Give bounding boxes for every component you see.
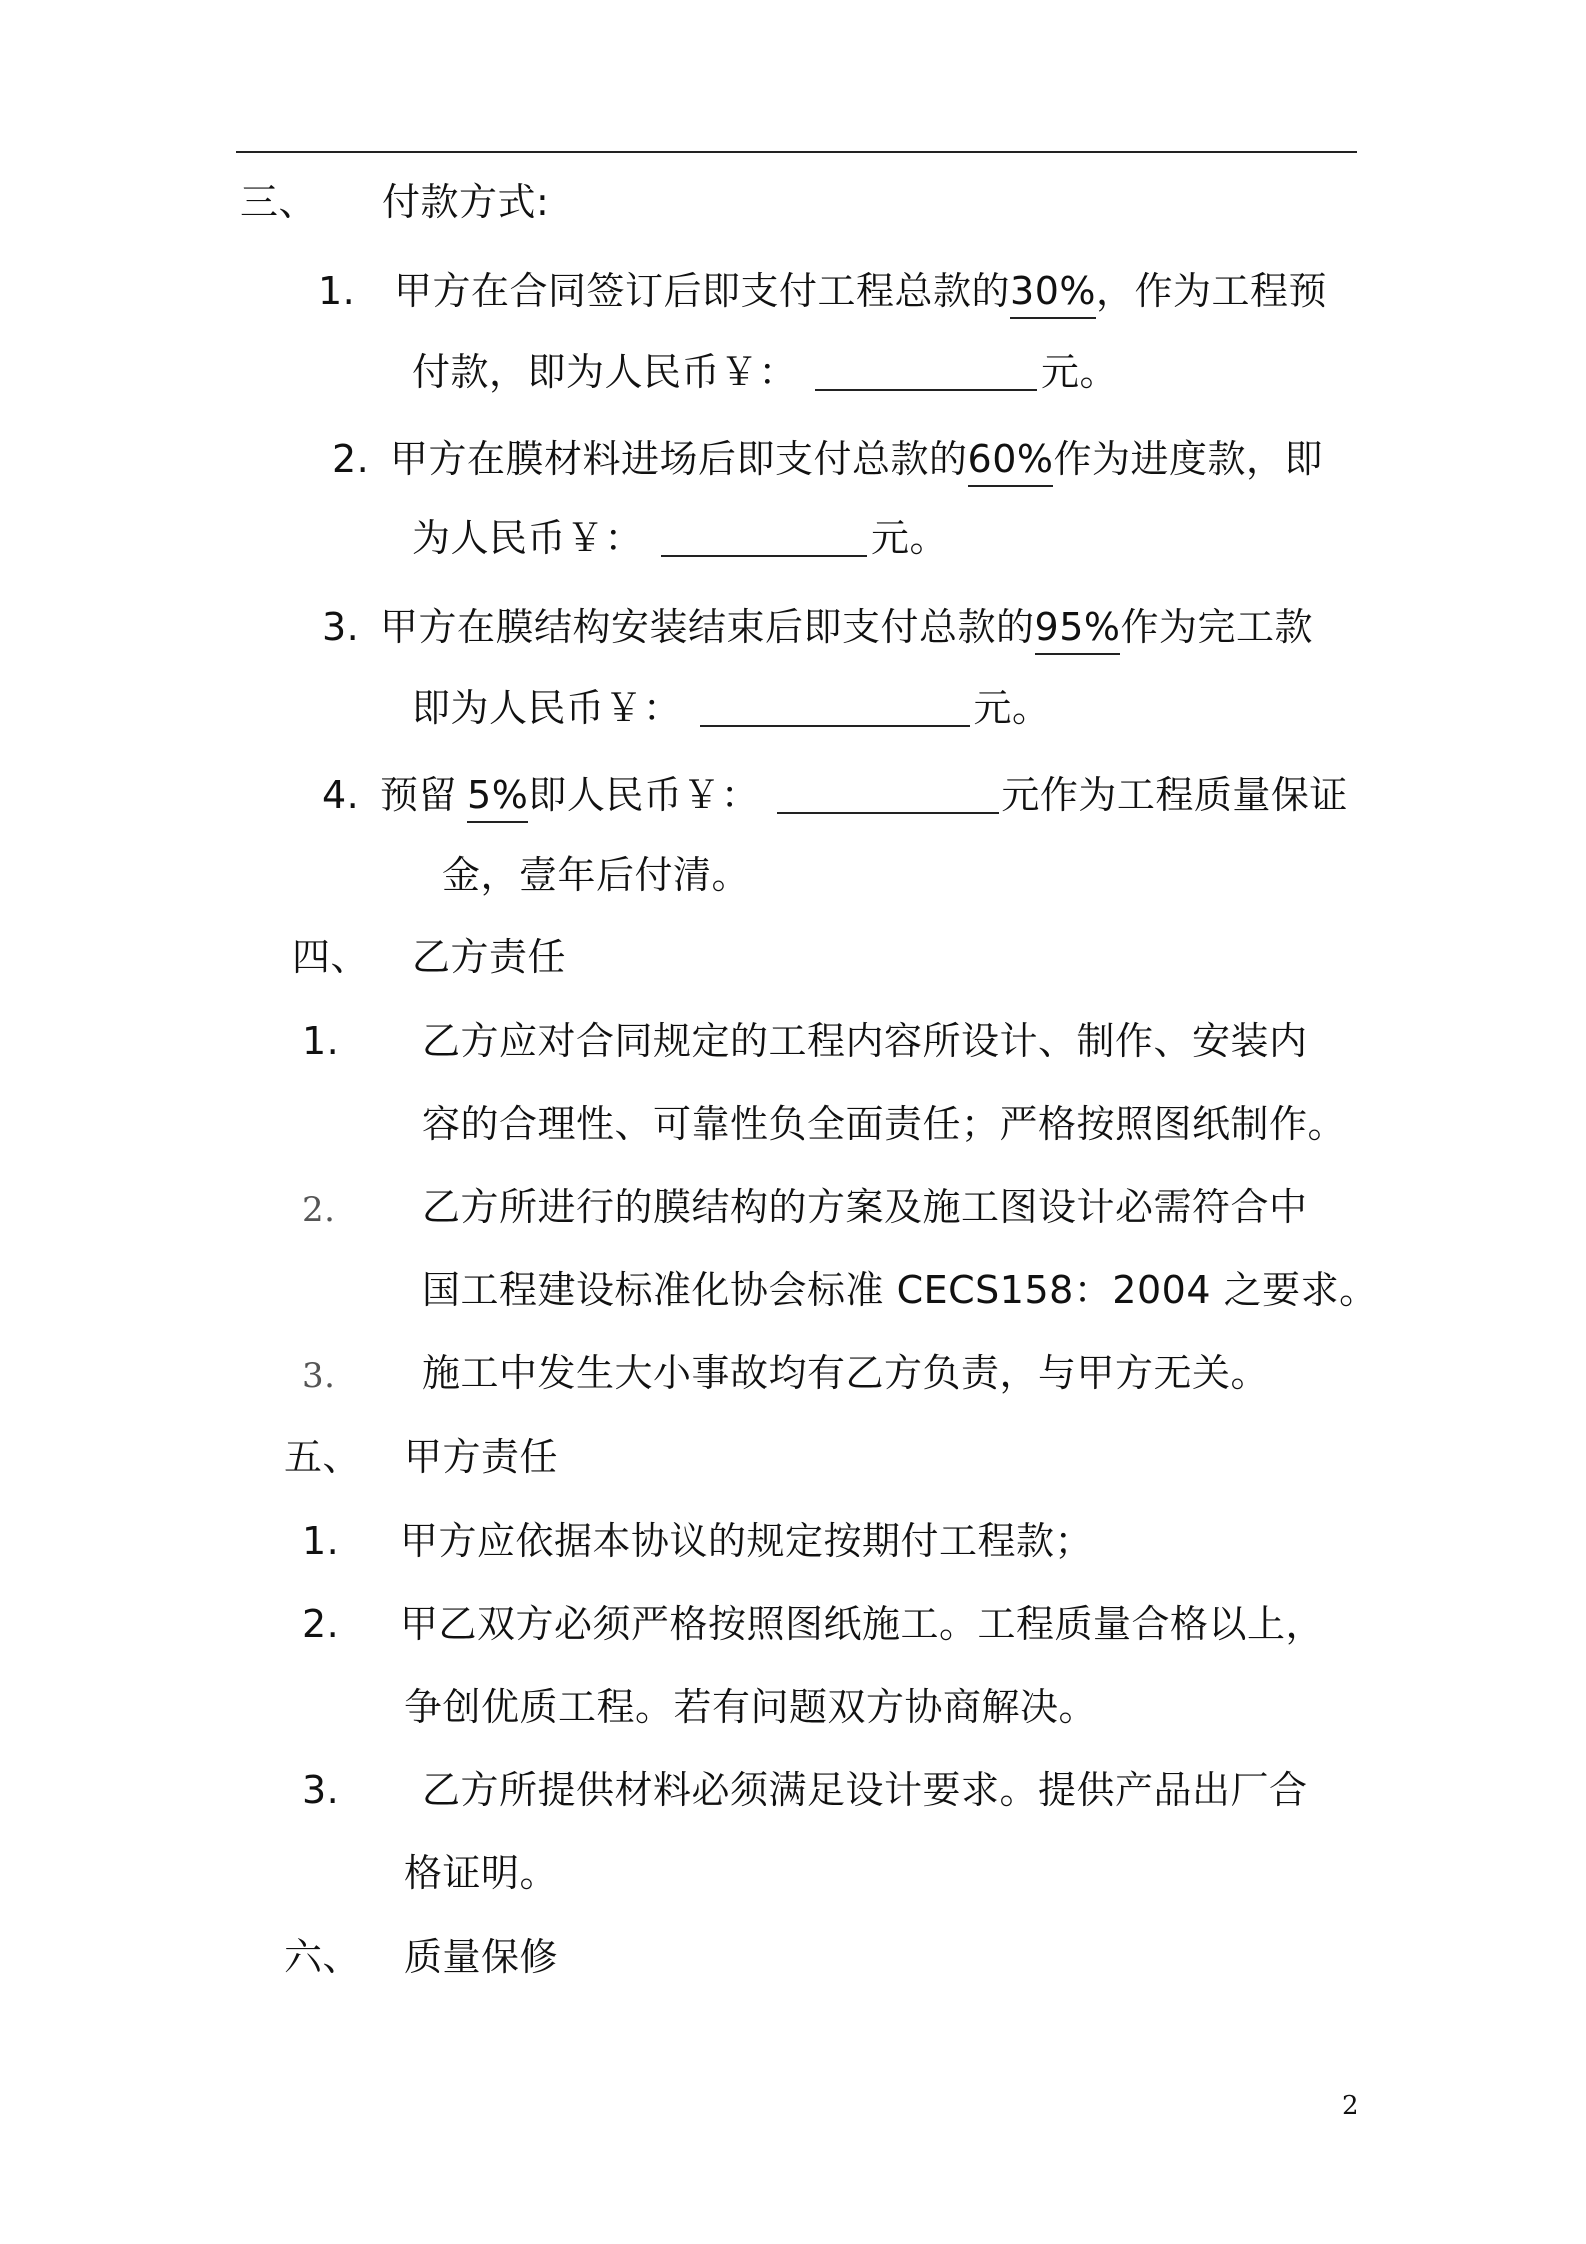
s3-item2-amount-blank[interactable] xyxy=(661,517,867,557)
s3-item4-text-a: 预留 xyxy=(380,773,458,817)
s4-item2-line2: 国工程建设标准化协会标准 CECS158：2004 之要求。 xyxy=(422,1268,1378,1312)
s3-item1-amount-blank[interactable] xyxy=(815,351,1037,391)
s5-item2-line1: 甲乙双方必须严格按照图纸施工。工程质量合格以上， xyxy=(400,1602,1325,1646)
s4-item2-number: 2. xyxy=(302,1190,336,1230)
section5-title: 甲方责任 xyxy=(404,1435,559,1479)
s5-item3-line1: 乙方所提供材料必须满足设计要求。提供产品出厂合 xyxy=(422,1768,1308,1812)
s3-item4-amount-blank[interactable] xyxy=(777,774,999,814)
page-number: 2 xyxy=(1342,2091,1359,2121)
s3-item4-number: 4. xyxy=(322,773,360,817)
s3-item1-line1 xyxy=(394,269,1327,319)
s3-item2-line2 xyxy=(412,516,948,560)
s3-item1-text-b: ，作为工程预 xyxy=(1095,269,1327,313)
s3-item3-number: 3. xyxy=(322,605,360,649)
s3-item1-number: 1. xyxy=(318,269,356,313)
s3-item1-text-a: 甲方在合同签订后即支付工程总款的 xyxy=(394,269,1011,313)
s3-item4-percent: 5% xyxy=(467,773,528,823)
s3-item4-line1 xyxy=(380,773,1348,823)
s3-item4-line2: 金，壹年后付清。 xyxy=(442,853,751,897)
s4-item1-line1: 乙方应对合同规定的工程内容所设计、制作、安装内 xyxy=(422,1019,1308,1063)
section3-title: 付款方式: xyxy=(382,180,550,224)
s4-item2-line1: 乙方所进行的膜结构的方案及施工图设计必需符合中 xyxy=(422,1185,1308,1229)
s3-item1-line2 xyxy=(412,350,1118,394)
section4-title: 乙方责任 xyxy=(412,935,567,979)
s3-item2-text-b: 作为进度款，即 xyxy=(1053,437,1323,481)
s3-item2-number: 2. xyxy=(332,437,370,481)
section5-number: 五、 xyxy=(284,1435,362,1479)
s4-item1-line2: 容的合理性、可靠性负全面责任；严格按照图纸制作。 xyxy=(422,1102,1347,1146)
header-rule xyxy=(236,151,1357,153)
s3-item2-text-a: 甲方在膜材料进场后即支付总款的 xyxy=(390,437,968,481)
s5-item1-number: 1. xyxy=(302,1519,340,1563)
s3-item3-percent: 95% xyxy=(1035,605,1121,655)
s5-item2-line2: 争创优质工程。若有问题双方协商解决。 xyxy=(404,1685,1098,1729)
s3-item3-text-d: 元。 xyxy=(973,686,1051,730)
s3-item3-amount-blank[interactable] xyxy=(700,687,970,727)
s3-item2-percent: 60% xyxy=(968,437,1054,487)
s3-item1-percent: 30% xyxy=(1010,269,1096,319)
section6-title: 质量保修 xyxy=(404,1935,559,1979)
s4-item3-line1: 施工中发生大小事故均有乙方负责，与甲方无关。 xyxy=(422,1351,1270,1395)
s5-item3-number: 3. xyxy=(302,1768,340,1812)
s3-item2-text-d: 元。 xyxy=(871,516,949,560)
s3-item3-text-a: 甲方在膜结构安装结束后即支付总款的 xyxy=(380,605,1035,649)
s3-item1-text-c: 付款，即为人民币￥： xyxy=(412,350,798,394)
section3-number: 三、 xyxy=(240,180,318,224)
s3-item3-line1 xyxy=(380,605,1313,655)
s5-item3-line2: 格证明。 xyxy=(404,1851,559,1895)
s4-item3-number: 3. xyxy=(302,1356,336,1396)
s3-item3-text-b: 作为完工款 xyxy=(1120,605,1313,649)
s5-item1-line1: 甲方应依据本协议的规定按期付工程款； xyxy=(400,1519,1094,1563)
s3-item3-text-c: 即为人民币￥： xyxy=(412,686,682,730)
s3-item3-line2 xyxy=(412,686,1051,730)
s3-item2-text-c: 为人民币￥： xyxy=(412,516,644,560)
s3-item2-line1 xyxy=(390,437,1323,487)
s5-item2-number: 2. xyxy=(302,1602,340,1646)
section6-number: 六、 xyxy=(284,1935,362,1979)
s4-item1-number: 1. xyxy=(302,1019,340,1063)
s3-item1-text-d: 元。 xyxy=(1041,350,1119,394)
s3-item4-text-c: 元作为工程质量保证 xyxy=(1001,773,1348,817)
section4-number: 四、 xyxy=(292,935,370,979)
s3-item4-text-b: 即人民币￥： xyxy=(528,773,760,817)
